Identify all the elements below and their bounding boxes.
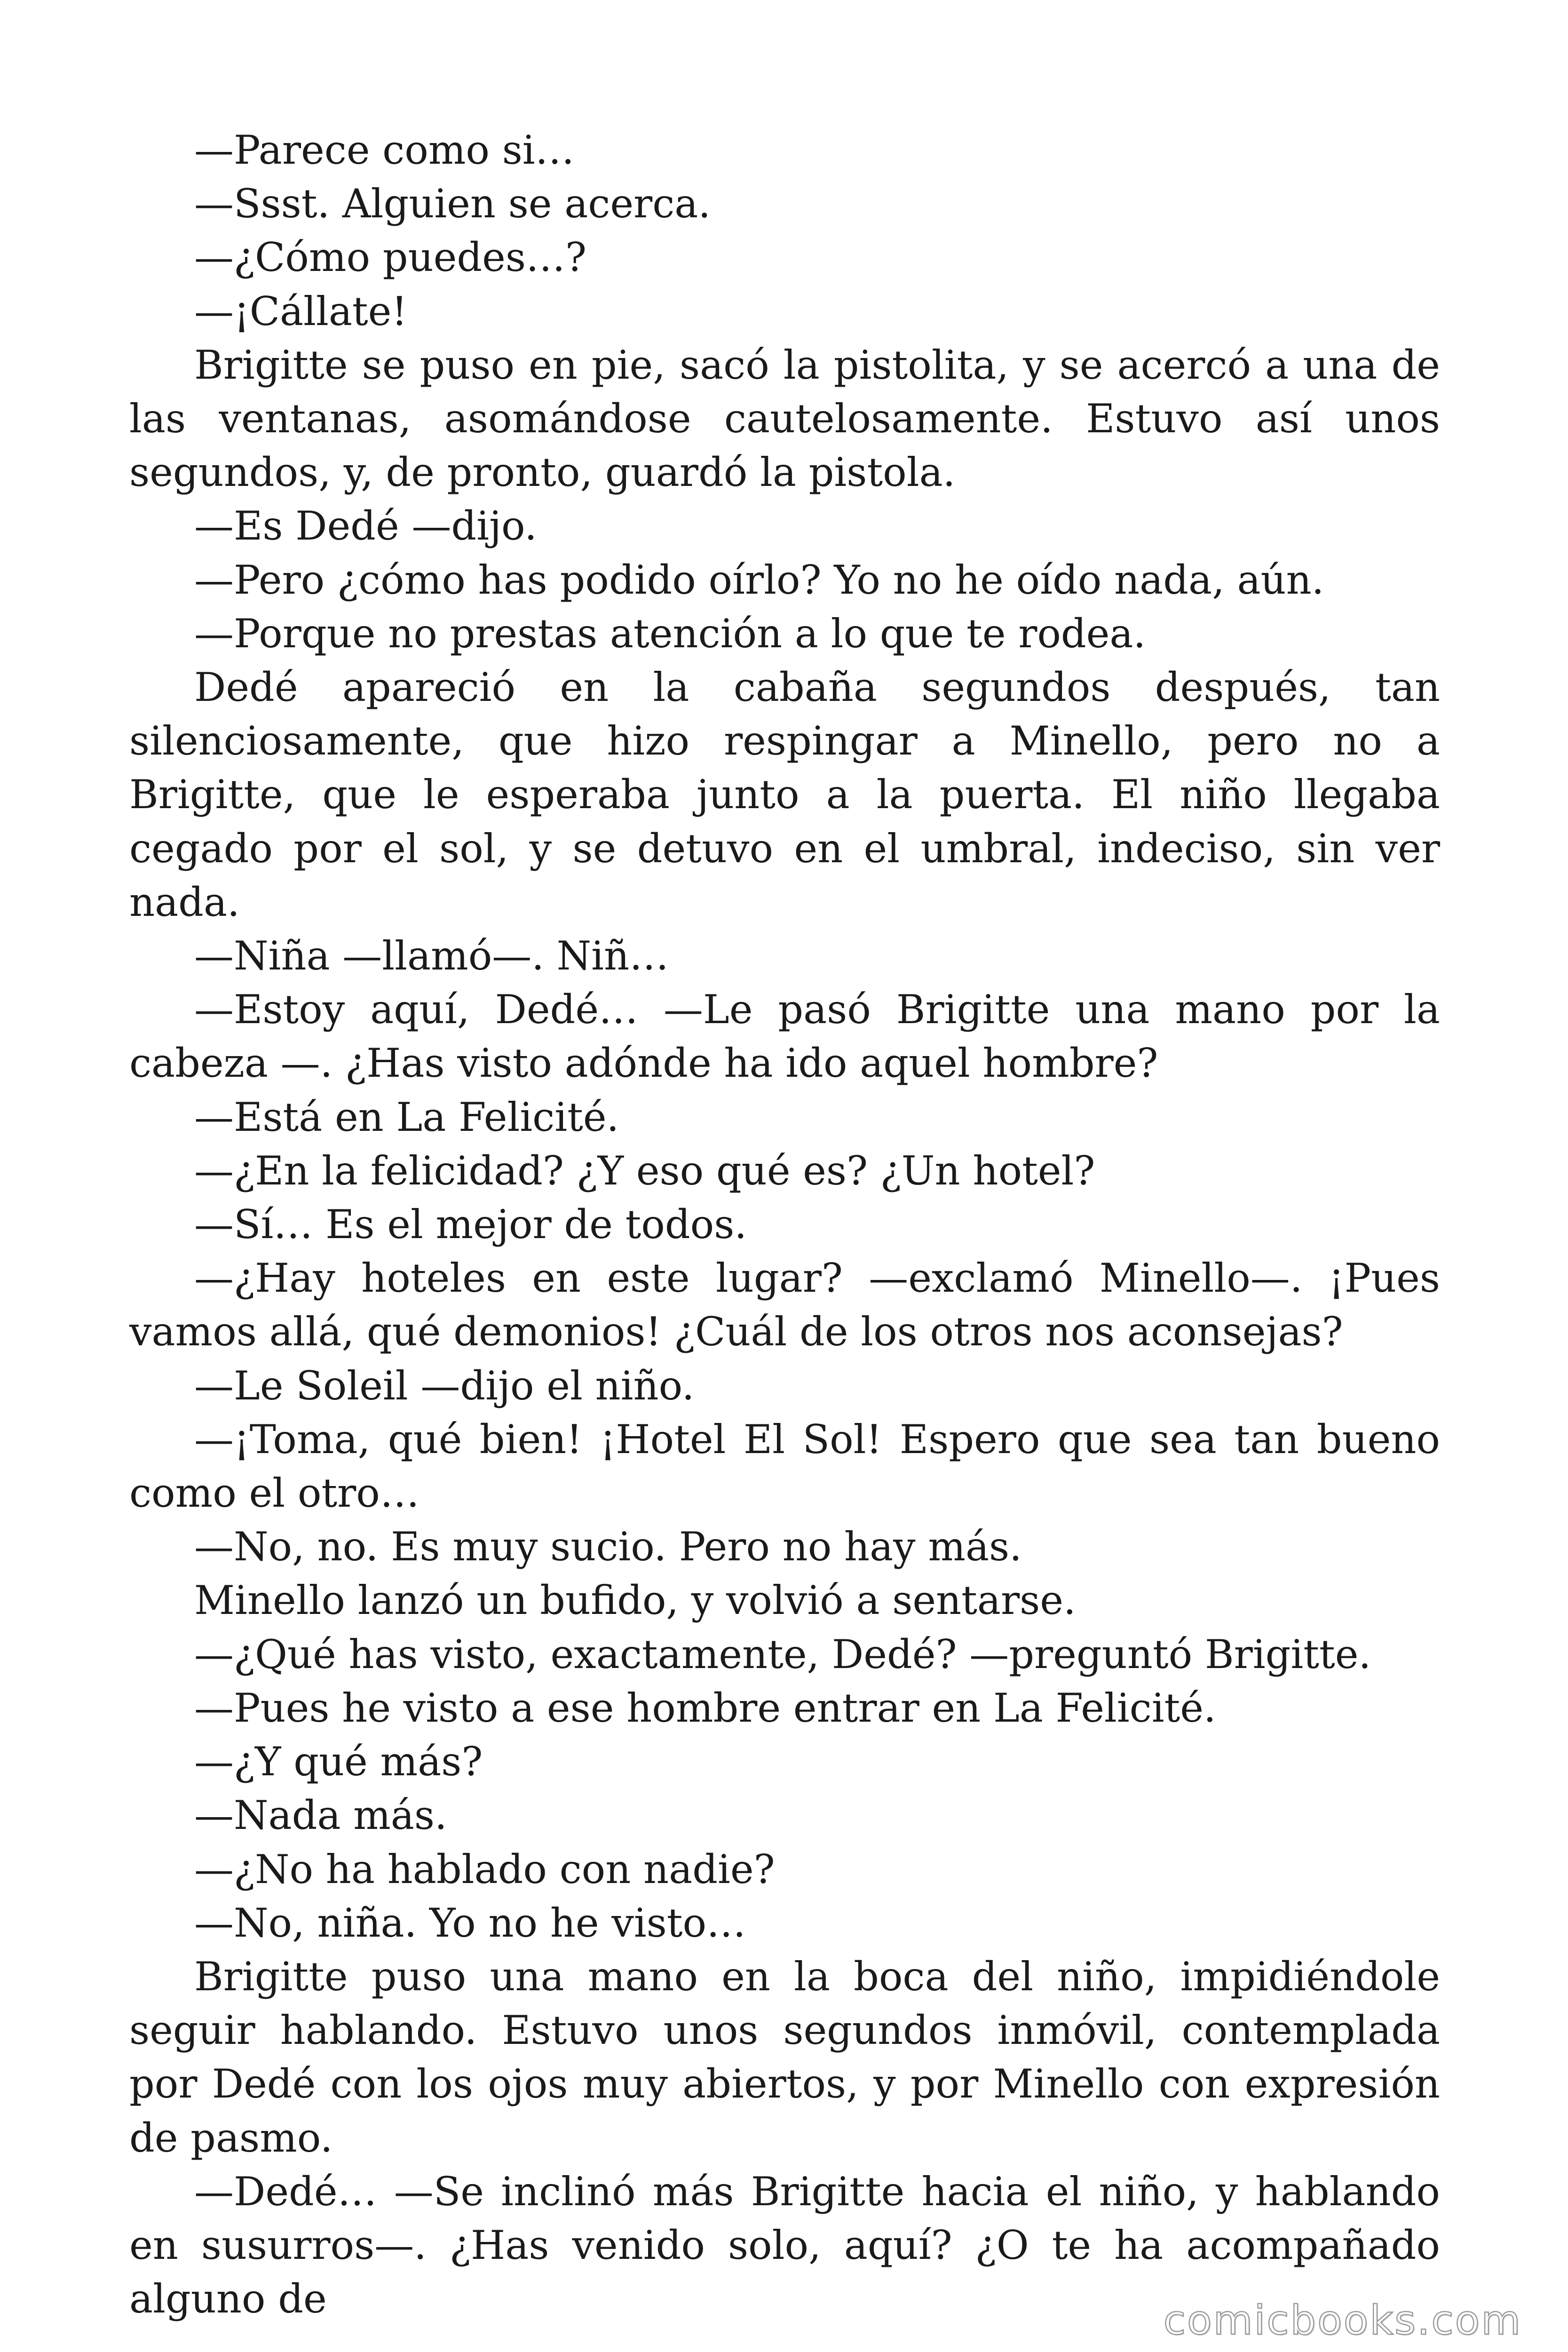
paragraph-24: —¿No ha hablado con nadie? bbox=[194, 1846, 775, 1892]
paragraph-12: —Está en La Felicité. bbox=[194, 1094, 619, 1140]
paragraph-10: —Niña —llamó—. Niñ… bbox=[194, 933, 669, 979]
paragraph-16: —Le Soleil —dijo el niño. bbox=[194, 1362, 695, 1409]
body-text bbox=[129, 123, 1440, 2326]
paragraph-21: —Pues he visto a ese hombre entrar en La Felicité. bbox=[194, 1685, 1216, 1731]
paragraph-6: —Es Dedé —dijo. bbox=[194, 503, 537, 549]
paragraph-20: —¿Qué has visto, exactamente, Dedé? —preguntó Brigitte. bbox=[194, 1631, 1371, 1677]
paragraph-18: —No, no. Es muy sucio. Pero no hay más. bbox=[194, 1524, 1022, 1570]
paragraph-27: —Dedé… —Se inclinó más Brigitte hacia el niño, y hablando en susurros—. ¿Has venido solo, aquí? ¿O te ha acompañado alguno de bbox=[129, 2168, 1440, 2322]
paragraph-25: —No, niña. Yo no he visto… bbox=[194, 1899, 746, 1946]
paragraph-13: —¿En la felicidad? ¿Y eso qué es? ¿Un hotel? bbox=[194, 1147, 1095, 1194]
paragraph-26: Brigitte puso una mano en la boca del niño, impidiéndole seguir hablando. Estuvo unos segundos inmóvil, contemplada por Dedé con los ojos muy abiertos, y por Minello con expresión de pasmo. bbox=[129, 1953, 1440, 2161]
paragraph-2: —Ssst. Alguien se acerca. bbox=[194, 181, 711, 227]
paragraph-8: —Porque no prestas atención a lo que te rodea. bbox=[194, 610, 1146, 657]
paragraph-3: —¿Cómo puedes…? bbox=[194, 234, 587, 281]
paragraph-22: —¿Y qué más? bbox=[194, 1739, 483, 1785]
paragraph-1: —Parece como si… bbox=[194, 127, 575, 173]
paragraph-7: —Pero ¿cómo has podido oírlo? Yo no he oído nada, aún. bbox=[194, 556, 1324, 603]
paragraph-15: —¿Hay hoteles en este lugar? —exclamó Minello—. ¡Pues vamos allá, qué demonios! ¿Cuál de los otros nos aconsejas? bbox=[129, 1255, 1440, 1355]
paragraph-11: —Estoy aquí, Dedé… —Le pasó Brigitte una mano por la cabeza —. ¿Has visto adónde ha ido aquel hombre? bbox=[129, 986, 1440, 1087]
paragraph-5: Brigitte se puso en pie, sacó la pistolita, y se acercó a una de las ventanas, asomándose cautelosamente. Estuvo así unos segundos, y, de pronto, guardó la pistola. bbox=[129, 342, 1440, 496]
paragraph-9: Dedé apareció en la cabaña segundos después, tan silenciosamente, que hizo respingar a Minello, pero no a Brigitte, que le esperaba junto a la puerta. El niño llegaba cegado por el sol, y se detuvo en el umbral, indeciso, sin ver nada. bbox=[129, 664, 1440, 925]
watermark: comicbooks.com bbox=[1163, 2297, 1522, 2344]
paragraph-23: —Nada más. bbox=[194, 1792, 447, 1839]
paragraph-14: —Sí… Es el mejor de todos. bbox=[194, 1201, 747, 1248]
paragraph-19: Minello lanzó un bufido, y volvió a sentarse. bbox=[194, 1577, 1076, 1624]
paragraph-17: —¡Toma, qué bien! ¡Hotel El Sol! Espero que sea tan bueno como el otro… bbox=[129, 1416, 1440, 1517]
paragraph-4: —¡Cállate! bbox=[194, 288, 408, 334]
